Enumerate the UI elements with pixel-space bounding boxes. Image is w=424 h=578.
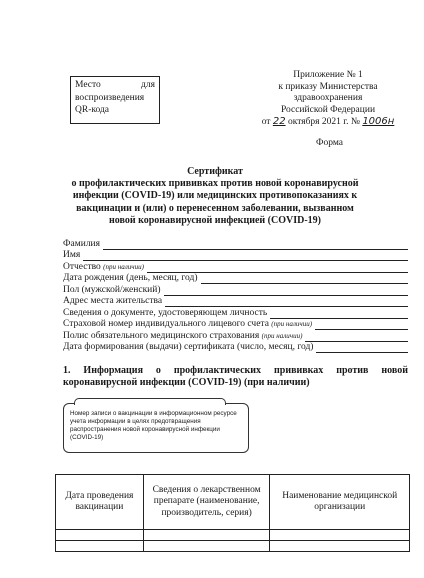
- field-label: Отчество (при наличии): [63, 261, 144, 272]
- field-identity-document: [63, 307, 408, 319]
- field-label: Пол (мужской/женский): [63, 284, 161, 295]
- table-cell[interactable]: [270, 530, 410, 541]
- header-medical-org: Наименование медицинской организации: [270, 475, 410, 530]
- handwritten-order-number: 1006н: [362, 116, 395, 127]
- field-patronymic: [63, 261, 408, 273]
- table-row: [56, 541, 410, 552]
- qr-label-word2: для: [141, 80, 155, 90]
- field-name: [63, 250, 408, 262]
- field-line[interactable]: [201, 274, 409, 284]
- field-snils: [63, 319, 408, 331]
- order-date-line: [258, 116, 398, 129]
- header-vaccination-date: Дата проведения вакцинации: [56, 475, 144, 530]
- title-line4: вакцинации и (или) о перенесенном заболевании, вызванном: [76, 202, 354, 214]
- field-line[interactable]: [83, 251, 408, 261]
- table-cell[interactable]: [56, 541, 144, 552]
- field-line[interactable]: [147, 263, 408, 273]
- handwritten-day: 22: [272, 116, 286, 127]
- field-line[interactable]: [316, 343, 408, 353]
- field-hint: (при наличии): [261, 331, 303, 340]
- title-line3: инфекции (COVID-19) или медицинских противопоказаниях к: [72, 190, 358, 202]
- appendix-line4: Российской Федерации: [280, 104, 376, 115]
- field-address: [63, 296, 408, 308]
- qr-label-word1: Место: [75, 80, 101, 90]
- title-line2: о профилактических прививках против новой коронавирусной: [71, 178, 359, 190]
- certificate-title: [50, 166, 380, 227]
- table-cell[interactable]: [56, 530, 144, 541]
- field-line[interactable]: [315, 320, 408, 330]
- section-1-heading: 1. Информация о профилактических прививках против новой коронавирусной инфекции (COVID-19) (при наличии): [63, 365, 408, 388]
- field-label: Дата формирования (выдачи) сертификата (число, месяц, год): [63, 342, 314, 352]
- field-label: Адрес места жительства: [63, 296, 163, 306]
- field-birth-date: [63, 273, 408, 285]
- field-line[interactable]: [164, 286, 408, 296]
- field-issue-date: [63, 342, 408, 354]
- field-surname: [63, 238, 408, 250]
- field-hint: (при наличии): [103, 262, 144, 271]
- header-drug-info: Сведения о лекарственном препарате (наименование, производитель, серия): [143, 475, 270, 530]
- field-label: Имя: [63, 250, 81, 260]
- table-cell[interactable]: [270, 541, 410, 552]
- qr-label-line3: QR-кода: [75, 105, 110, 115]
- appendix-line2: к приказу Министерства: [278, 81, 378, 92]
- appendix-header: [258, 70, 398, 129]
- field-label: Дата рождения (день, месяц, год): [63, 273, 198, 283]
- field-label: Сведения о документе, удостоверяющем личность: [63, 307, 268, 318]
- table-header-row: [56, 475, 410, 530]
- qr-label-line2: воспроизведения: [75, 92, 145, 103]
- title-line1: Сертификат: [187, 166, 243, 177]
- field-line[interactable]: [270, 309, 408, 319]
- date-prefix: от: [261, 117, 271, 127]
- field-hint: (при наличии): [271, 320, 313, 328]
- vaccination-record-note: Номер записи о вакцинации в информационном ресурсе учета информации в целях предотвращения распространения новой коронавирусной инфекции (COVID-19): [63, 403, 249, 453]
- field-line[interactable]: [305, 332, 408, 342]
- table-cell[interactable]: [143, 541, 270, 552]
- table-cell[interactable]: [143, 530, 270, 541]
- date-middle: октября 2021 г. №: [287, 117, 360, 127]
- field-sex: [63, 284, 408, 296]
- field-label: Фамилия: [63, 238, 101, 249]
- appendix-line3: здравоохранения: [293, 93, 363, 103]
- form-label: Форма: [316, 138, 344, 148]
- appendix-line1: Приложение № 1: [293, 70, 363, 80]
- field-line[interactable]: [103, 240, 408, 250]
- personal-info-fields: [63, 238, 408, 353]
- field-label: Полис обязательного медицинского страхования (при наличии): [63, 330, 303, 341]
- field-line[interactable]: [165, 297, 408, 307]
- qr-code-placeholder: [70, 76, 160, 124]
- vaccination-table: [55, 474, 410, 552]
- title-line5: новой коронавирусной инфекцией (COVID-19): [109, 214, 321, 226]
- field-oms-policy: [63, 330, 408, 342]
- field-label: Страховой номер индивидуального лицевого счета (при наличии): [63, 319, 313, 329]
- table-row: [56, 530, 410, 541]
